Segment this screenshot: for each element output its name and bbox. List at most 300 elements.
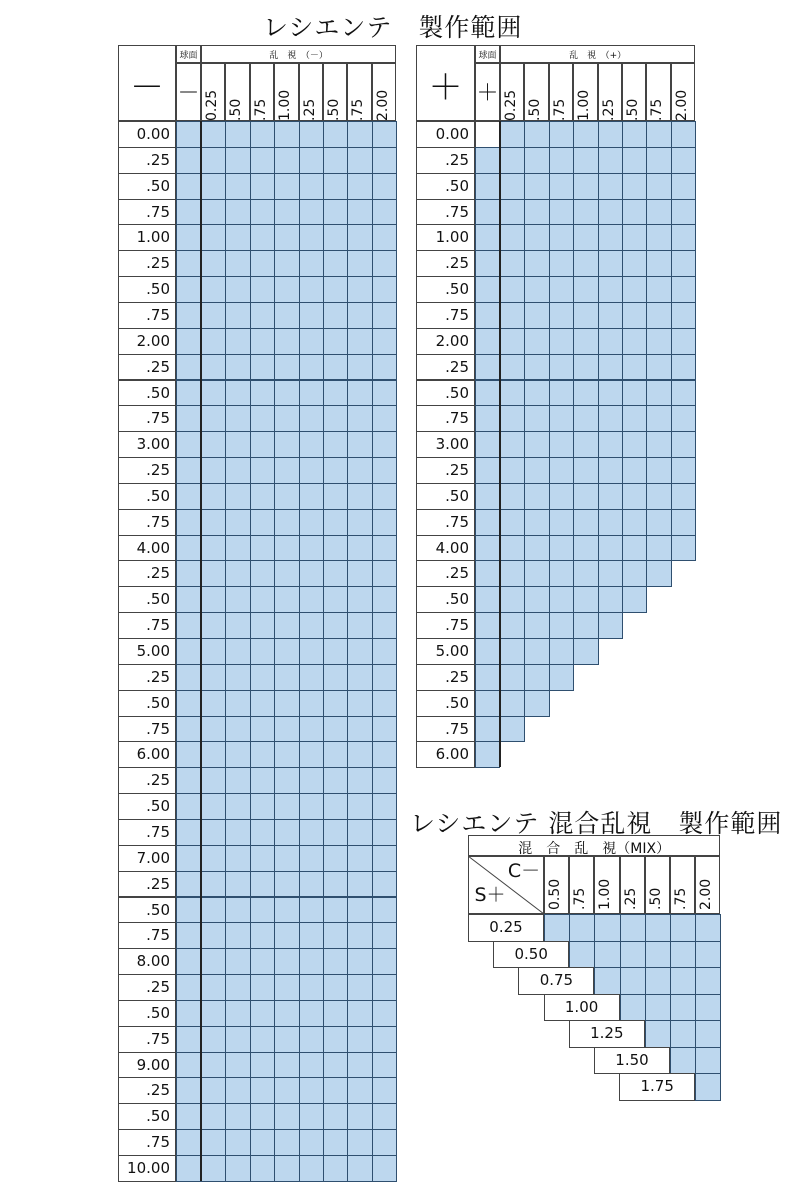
sphere-cell [475, 354, 500, 381]
row-sphere-label: .75 [118, 716, 176, 743]
range-cell [524, 405, 549, 432]
range-cell [323, 483, 348, 510]
range-cell [573, 405, 598, 432]
mix-range-cell [645, 1020, 671, 1048]
range-cell [299, 767, 324, 794]
range-cell [372, 405, 397, 432]
row-sphere-label: .75 [118, 1129, 176, 1156]
range-cell [622, 535, 647, 562]
row-sphere-label: .25 [118, 767, 176, 794]
range-cell [524, 380, 549, 407]
sphere-cell [475, 664, 500, 691]
row-sphere-label: .25 [416, 664, 475, 691]
range-cell [500, 276, 525, 303]
range-cell [323, 664, 348, 691]
sphere-cell [176, 845, 201, 872]
range-cell [524, 586, 549, 613]
range-cell [225, 1129, 250, 1156]
range-cell [299, 328, 324, 355]
sphere-col-sign: ＋ [476, 81, 499, 106]
sphere-cell [176, 199, 201, 226]
range-cell [274, 354, 299, 381]
range-cell [201, 560, 226, 587]
range-cell [299, 380, 324, 407]
sphere-cell [176, 457, 201, 484]
row-sphere-label: .50 [118, 897, 176, 924]
row-sphere-label: .50 [416, 690, 475, 717]
range-cell [372, 741, 397, 768]
s-plus-label: S＋ [474, 884, 506, 906]
mix-range-cell [670, 994, 696, 1022]
range-cell [646, 199, 671, 226]
row-sphere-label: .50 [118, 793, 176, 820]
sphere-cell [176, 922, 201, 949]
range-cell [225, 974, 250, 1001]
mix-range-cell [695, 994, 721, 1022]
range-cell [299, 1077, 324, 1104]
row-sphere-label: .75 [416, 509, 475, 536]
range-cell [598, 199, 623, 226]
sphere-cell [475, 121, 500, 148]
range-cell [549, 199, 574, 226]
range-cell [201, 509, 226, 536]
range-cell [500, 535, 525, 562]
range-cell [500, 664, 525, 691]
range-cell [323, 1000, 348, 1027]
row-sphere-label: .25 [118, 147, 176, 174]
range-cell [524, 560, 549, 587]
range-cell [622, 147, 647, 174]
row-sphere-label: .25 [416, 250, 475, 277]
range-cell [573, 638, 598, 665]
range-cell [372, 276, 397, 303]
range-cell [225, 535, 250, 562]
range-cell [347, 793, 372, 820]
range-cell [671, 224, 696, 251]
sphere-cell [176, 535, 201, 562]
range-cell [225, 922, 250, 949]
range-cell [347, 1155, 372, 1182]
range-cell [598, 276, 623, 303]
range-cell [323, 1077, 348, 1104]
range-cell [573, 457, 598, 484]
range-cell [372, 793, 397, 820]
range-cell [671, 509, 696, 536]
range-cell [347, 664, 372, 691]
row-sphere-label: .25 [118, 1077, 176, 1104]
row-sphere-label: .50 [118, 690, 176, 717]
range-cell [250, 1026, 275, 1053]
range-cell [299, 897, 324, 924]
cyl-value-label: .25 [600, 98, 617, 121]
range-cell [372, 147, 397, 174]
mix-range-cell [569, 941, 595, 969]
range-cell [500, 690, 525, 717]
range-cell [598, 380, 623, 407]
range-cell [372, 328, 397, 355]
mix-range-cell [620, 941, 646, 969]
range-cell [250, 690, 275, 717]
sphere-cell [176, 948, 201, 975]
range-cell [201, 586, 226, 613]
cyl-value-label: .50 [625, 98, 641, 121]
range-cell [299, 793, 324, 820]
range-cell [372, 302, 397, 329]
range-cell [225, 121, 250, 148]
range-cell [347, 716, 372, 743]
range-cell [250, 1155, 275, 1182]
range-cell [671, 173, 696, 200]
range-cell [549, 586, 574, 613]
range-cell [347, 483, 372, 510]
row-sphere-label: .50 [118, 276, 176, 303]
range-cell [549, 483, 574, 510]
mix-range-cell [645, 941, 671, 969]
range-cell [372, 431, 397, 458]
range-cell [573, 354, 598, 381]
range-cell [274, 380, 299, 407]
row-sphere-label: .50 [416, 586, 475, 613]
range-cell [372, 509, 397, 536]
range-cell [524, 328, 549, 355]
range-cell [323, 922, 348, 949]
range-cell [671, 199, 696, 226]
range-cell [524, 354, 549, 381]
range-cell [622, 431, 647, 458]
cyl-value-label: 1.00 [277, 89, 294, 121]
row-sphere-label: .50 [118, 586, 176, 613]
range-cell [549, 173, 574, 200]
range-cell [225, 1000, 250, 1027]
range-cell [225, 224, 250, 251]
row-sphere-label: .75 [118, 302, 176, 329]
range-cell [274, 1103, 299, 1130]
sphere-cell [475, 690, 500, 717]
range-cell [622, 380, 647, 407]
row-sphere-label: .75 [118, 819, 176, 846]
range-cell [372, 1000, 397, 1027]
range-cell [372, 250, 397, 277]
range-cell [500, 302, 525, 329]
range-cell [274, 509, 299, 536]
range-cell [250, 535, 275, 562]
row-sphere-label: .75 [118, 199, 176, 226]
range-cell [372, 974, 397, 1001]
mix-range-cell [544, 914, 570, 942]
mix-range-cell [594, 967, 620, 995]
range-cell [372, 560, 397, 587]
range-cell [500, 224, 525, 251]
range-cell [524, 250, 549, 277]
range-cell [250, 638, 275, 665]
range-cell [500, 560, 525, 587]
mix-s-value-label: 0.25 [468, 914, 544, 942]
cyl-value-label: 1.00 [576, 89, 593, 121]
range-cell [323, 302, 348, 329]
range-cell [372, 1026, 397, 1053]
row-sphere-label: 2.00 [118, 328, 176, 355]
range-cell [372, 380, 397, 407]
range-cell [299, 431, 324, 458]
range-cell [372, 897, 397, 924]
range-cell [299, 1129, 324, 1156]
row-sphere-label: .50 [416, 173, 475, 200]
mix-c-value-label: .25 [622, 887, 639, 910]
cyl-value-label: 0.25 [503, 89, 519, 121]
sphere-cell [475, 483, 500, 510]
range-cell [671, 457, 696, 484]
cyl-value-label: .50 [326, 98, 342, 121]
range-cell [250, 457, 275, 484]
range-cell [646, 354, 671, 381]
range-cell [323, 1026, 348, 1053]
range-cell [299, 638, 324, 665]
range-cell [549, 560, 574, 587]
range-cell [372, 612, 397, 639]
sphere-cell [475, 716, 500, 743]
row-sphere-label: 5.00 [118, 638, 176, 665]
mix-range-cell [695, 967, 721, 995]
mix-s-value-label: 0.75 [518, 967, 594, 995]
row-sphere-label: 10.00 [118, 1155, 176, 1182]
range-cell [524, 147, 549, 174]
range-cell [573, 535, 598, 562]
range-cell [250, 845, 275, 872]
range-cell [573, 302, 598, 329]
sphere-header-text: 球面 [478, 51, 497, 61]
sphere-cell [176, 664, 201, 691]
range-cell [372, 664, 397, 691]
mix-s-value-label: 1.50 [594, 1047, 670, 1075]
mix-c-value-label: 1.00 [597, 878, 614, 910]
range-cell [299, 922, 324, 949]
range-cell [274, 431, 299, 458]
range-cell [646, 509, 671, 536]
range-cell [500, 250, 525, 277]
range-cell [201, 664, 226, 691]
range-cell [347, 199, 372, 226]
range-cell [598, 431, 623, 458]
sphere-cell [176, 147, 201, 174]
range-cell [250, 147, 275, 174]
row-sphere-label: .25 [416, 457, 475, 484]
range-cell [646, 457, 671, 484]
range-cell [299, 1026, 324, 1053]
range-cell [250, 716, 275, 743]
range-cell [274, 690, 299, 717]
range-cell [201, 405, 226, 432]
range-cell [622, 509, 647, 536]
range-cell [250, 922, 275, 949]
sphere-cell [176, 1103, 201, 1130]
range-cell [347, 819, 372, 846]
range-cell [347, 845, 372, 872]
range-cell [225, 586, 250, 613]
range-cell [250, 871, 275, 898]
sphere-cell [475, 302, 500, 329]
range-cell [201, 1000, 226, 1027]
range-cell [500, 612, 525, 639]
range-cell [372, 483, 397, 510]
range-cell [250, 1077, 275, 1104]
range-cell [549, 250, 574, 277]
range-cell [250, 276, 275, 303]
range-cell [201, 457, 226, 484]
range-cell [299, 586, 324, 613]
range-cell [299, 483, 324, 510]
sphere-cell [176, 871, 201, 898]
range-cell [225, 560, 250, 587]
range-cell [299, 535, 324, 562]
range-cell [250, 664, 275, 691]
range-cell [598, 302, 623, 329]
range-cell [347, 302, 372, 329]
range-cell [299, 974, 324, 1001]
range-cell [573, 199, 598, 226]
sphere-cell [176, 560, 201, 587]
row-sphere-label: .50 [416, 483, 475, 510]
mix-range-cell [594, 941, 620, 969]
range-cell [549, 121, 574, 148]
range-cell [225, 897, 250, 924]
range-cell [347, 612, 372, 639]
range-cell [524, 121, 549, 148]
range-cell [622, 199, 647, 226]
range-cell [524, 535, 549, 562]
cyl-value-label: .75 [551, 98, 568, 121]
range-cell [274, 1052, 299, 1079]
range-cell [299, 457, 324, 484]
range-cell [573, 586, 598, 613]
range-cell [671, 302, 696, 329]
range-cell [598, 173, 623, 200]
range-cell [201, 741, 226, 768]
mix-s-value-label: 1.25 [569, 1020, 645, 1048]
range-cell [250, 741, 275, 768]
range-cell [372, 586, 397, 613]
range-cell [323, 405, 348, 432]
range-cell [323, 224, 348, 251]
range-cell [598, 535, 623, 562]
sphere-cell [176, 819, 201, 846]
range-cell [201, 871, 226, 898]
range-cell [299, 690, 324, 717]
range-cell [225, 690, 250, 717]
range-cell [201, 922, 226, 949]
range-cell [225, 871, 250, 898]
range-cell [347, 1077, 372, 1104]
cyl-value-label: .50 [527, 98, 544, 121]
range-cell [250, 354, 275, 381]
range-cell [622, 405, 647, 432]
row-sphere-label: 6.00 [416, 741, 475, 768]
range-cell [201, 819, 226, 846]
row-sphere-label: .75 [416, 302, 475, 329]
range-cell [299, 871, 324, 898]
range-cell [347, 224, 372, 251]
range-cell [323, 974, 348, 1001]
range-cell [646, 121, 671, 148]
range-cell [372, 199, 397, 226]
row-sphere-label: .25 [118, 250, 176, 277]
range-cell [524, 457, 549, 484]
range-cell [524, 302, 549, 329]
range-cell [500, 380, 525, 407]
cyl-header-text: 乱 視 （+） [569, 51, 627, 61]
mix-c-value-label: 2.00 [698, 878, 715, 910]
range-cell [372, 638, 397, 665]
sphere-cell [475, 405, 500, 432]
range-cell [646, 483, 671, 510]
range-cell [549, 405, 574, 432]
plus-cylinder-table [416, 45, 696, 770]
range-cell [646, 173, 671, 200]
range-cell [201, 974, 226, 1001]
sphere-cell [176, 612, 201, 639]
row-sphere-label: 7.00 [118, 845, 176, 872]
range-cell [225, 405, 250, 432]
range-cell [225, 716, 250, 743]
row-sphere-label: .75 [416, 716, 475, 743]
range-cell [225, 1077, 250, 1104]
minus-cylinder-table [118, 45, 396, 1180]
range-cell [323, 638, 348, 665]
range-cell [323, 380, 348, 407]
sphere-cell [176, 1077, 201, 1104]
row-sphere-label: .50 [416, 380, 475, 407]
range-cell [549, 664, 574, 691]
range-cell [372, 224, 397, 251]
range-cell [201, 1026, 226, 1053]
range-cell [671, 483, 696, 510]
row-sphere-label: .25 [118, 354, 176, 381]
range-cell [598, 250, 623, 277]
sphere-cell [176, 224, 201, 251]
range-cell [323, 535, 348, 562]
sphere-cell [475, 276, 500, 303]
mix-range-cell [569, 914, 595, 942]
range-cell [274, 767, 299, 794]
range-cell [299, 302, 324, 329]
row-sphere-label: 0.00 [416, 121, 475, 148]
sphere-cell [176, 276, 201, 303]
range-cell [201, 1052, 226, 1079]
range-cell [323, 1103, 348, 1130]
range-cell [299, 276, 324, 303]
cyl-value-label: .75 [252, 98, 269, 121]
range-cell [201, 1129, 226, 1156]
range-cell [201, 1155, 226, 1182]
sphere-cell [475, 431, 500, 458]
row-sphere-label: .25 [416, 560, 475, 587]
range-cell [274, 948, 299, 975]
sphere-cell [176, 483, 201, 510]
row-sphere-label: 2.00 [416, 328, 475, 355]
range-cell [372, 922, 397, 949]
sphere-cell [176, 716, 201, 743]
range-cell [250, 793, 275, 820]
range-cell [250, 483, 275, 510]
range-cell [372, 948, 397, 975]
mix-range-cell [620, 967, 646, 995]
range-cell [646, 560, 671, 587]
range-cell [524, 431, 549, 458]
range-cell [622, 250, 647, 277]
range-cell [500, 586, 525, 613]
range-cell [274, 638, 299, 665]
mix-range-cell [645, 914, 671, 942]
range-cell [274, 922, 299, 949]
